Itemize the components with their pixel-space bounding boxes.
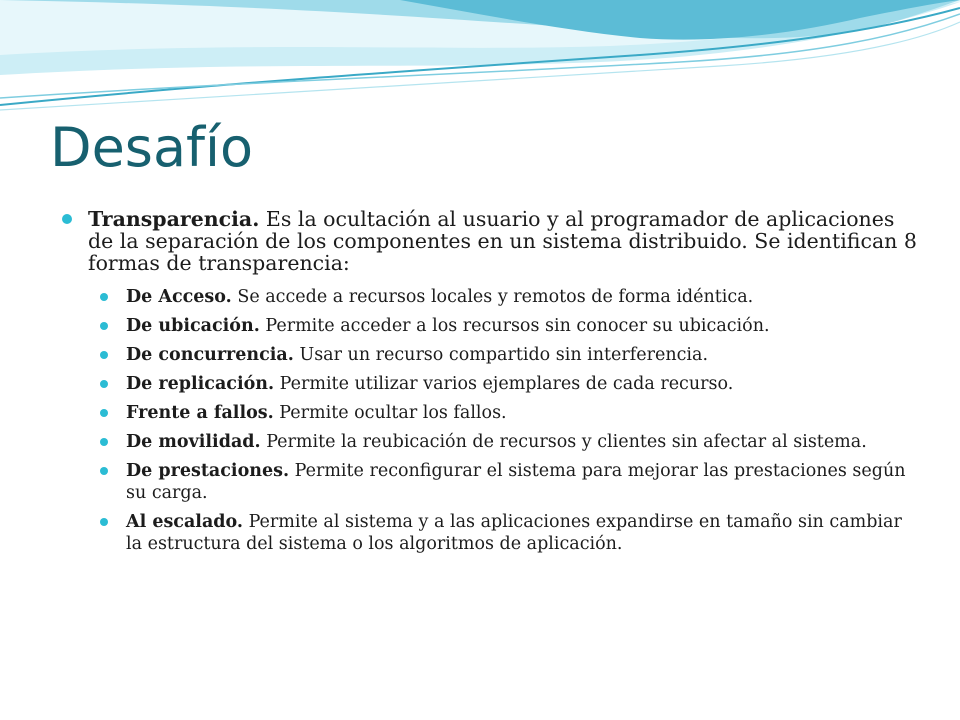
- sub-bullet-replicacion: [98, 373, 920, 395]
- sub-bullet-text: Permite ocultar los fallos.: [279, 403, 507, 423]
- bullet-dot-icon: [100, 351, 108, 359]
- sub-bullet-prestaciones: [98, 460, 920, 504]
- bullet-transparencia: [60, 208, 920, 274]
- wave-header-decoration: [0, 0, 960, 130]
- bullet-dot-icon: [100, 409, 108, 417]
- sub-bullet-text: Permite reconfigurar el sistema para mejorar las prestaciones según su carga.: [126, 461, 906, 503]
- sub-bullet-term: Frente a fallos.: [126, 403, 274, 423]
- sub-bullet-text: Permite utilizar varios ejemplares de cada recurso.: [279, 374, 734, 394]
- sub-bullet-text: Permite la reubicación de recursos y clientes sin afectar al sistema.: [266, 432, 867, 452]
- sub-bullet-movilidad: [98, 431, 920, 453]
- sub-bullet-term: De prestaciones.: [126, 461, 290, 481]
- sub-bullet-escalado: [98, 511, 920, 555]
- bullet-text: Es la ocultación al usuario y al programador de aplicaciones de la separación de los componentes en un sistema distribuido. Se identifican 8 formas de transparencia:: [88, 207, 917, 275]
- sub-bullet-text: Usar un recurso compartido sin interferencia.: [299, 345, 709, 365]
- slide-title: Desafío: [50, 116, 254, 179]
- sub-bullet-term: De Acceso.: [126, 287, 232, 307]
- sub-bullet-term: De replicación.: [126, 374, 275, 394]
- sub-bullet-term: De ubicación.: [126, 316, 260, 336]
- bullet-dot-icon: [100, 380, 108, 388]
- bullet-dot-icon: [100, 322, 108, 330]
- sub-bullet-text: Permite acceder a los recursos sin conocer su ubicación.: [265, 316, 770, 336]
- bullet-dot-icon: [100, 293, 108, 301]
- bullet-dot-icon: [100, 438, 108, 446]
- bullet-dot-icon: [62, 214, 72, 224]
- sub-bullet-text: Permite al sistema y a las aplicaciones expandirse en tamaño sin cambiar la estructura del sistema o los algoritmos de aplicación.: [126, 512, 902, 554]
- sub-bullet-term: De concurrencia.: [126, 345, 294, 365]
- sub-bullet-term: De movilidad.: [126, 432, 261, 452]
- bullet-dot-icon: [100, 467, 108, 475]
- bullet-dot-icon: [100, 518, 108, 526]
- sub-bullet-fallos: [98, 402, 920, 424]
- sub-bullet-ubicacion: [98, 315, 920, 337]
- sub-bullet-text: Se accede a recursos locales y remotos de forma idéntica.: [237, 287, 754, 307]
- bullet-term: Transparencia.: [88, 207, 260, 231]
- bullet-list: [60, 208, 920, 562]
- sub-bullet-acceso: [98, 286, 920, 308]
- sub-bullet-term: Al escalado.: [126, 512, 243, 532]
- sub-bullet-concurrencia: [98, 344, 920, 366]
